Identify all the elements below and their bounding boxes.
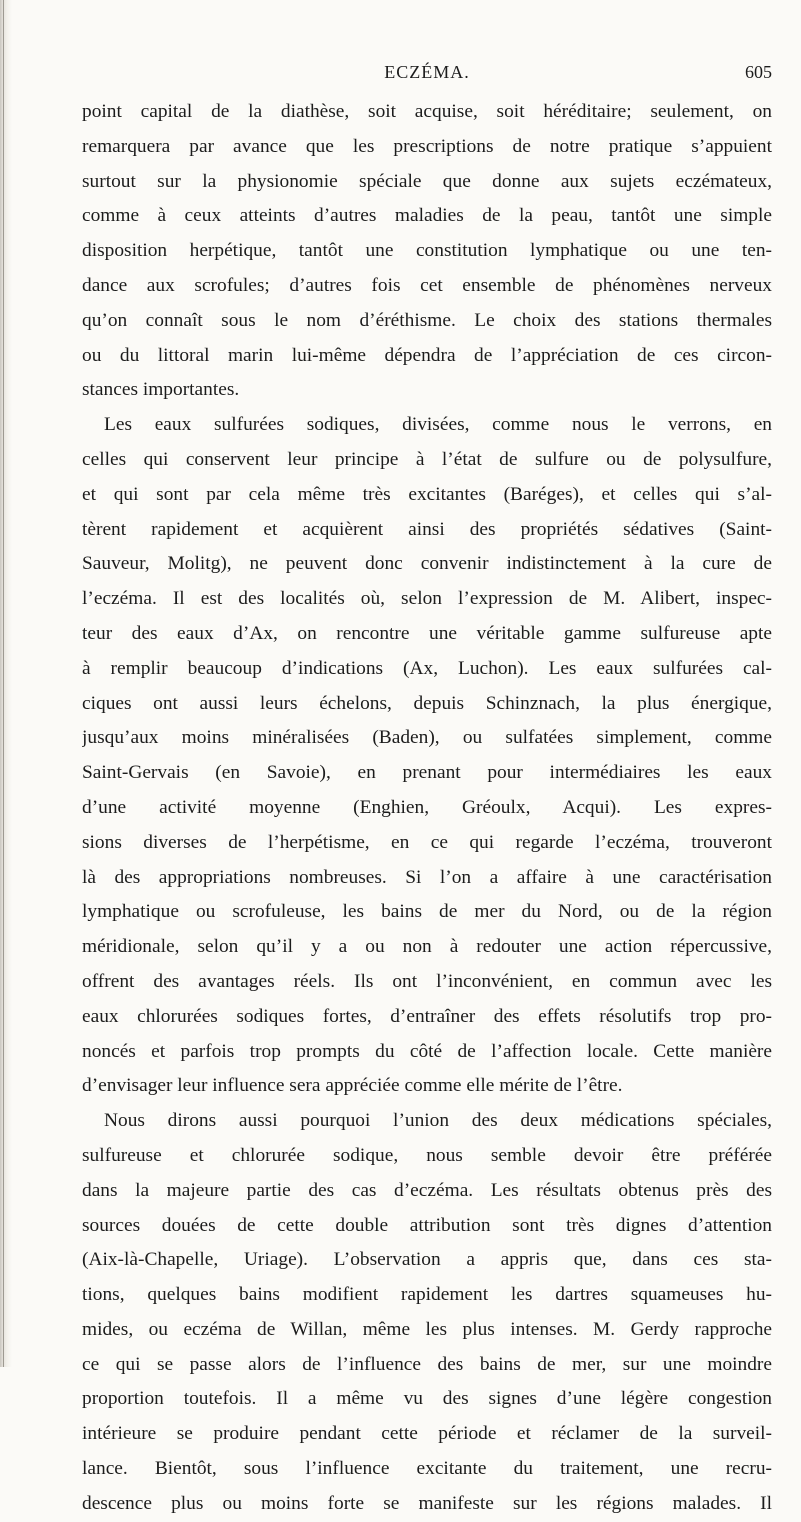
text-line: qu’on connaît sous le nom d’éréthisme. Le choix des stations thermales [82, 309, 772, 331]
text-line: méridionale, selon qu’il y a ou non à redouter une action répercussive, [82, 936, 772, 958]
text-line: tèrent rapidement et acquièrent ainsi des propriétés sédatives (Saint- [82, 518, 772, 540]
text-line: Sauveur, Molitg), ne peuvent donc convenir indistinctement à la cure de [82, 553, 772, 575]
text-line: dans la majeure partie des cas d’eczéma. Les résultats obtenus près des [82, 1179, 772, 1201]
text-line: jusqu’aux moins minéralisées (Baden), ou sulfatées simplement, comme [82, 727, 772, 749]
text-line: descence plus ou moins forte se manifeste sur les régions malades. Il [82, 1492, 772, 1514]
text-line: eaux chlorurées sodiques fortes, d’entraîner des effets résolutifs trop pro- [82, 1005, 772, 1027]
text-line: Nous dirons aussi pourquoi l’union des deux médications spéciales, [104, 1110, 772, 1132]
text-line: sources douées de cette double attribution sont très dignes d’attention [82, 1214, 772, 1236]
text-line: sulfureuse et chlorurée sodique, nous semble devoir être préférée [82, 1144, 772, 1166]
text-line: offrent des avantages réels. Ils ont l’inconvénient, en commun avec les [82, 970, 772, 992]
text-line: l’eczéma. Il est des localités où, selon l’expression de M. Alibert, inspec- [82, 588, 772, 610]
text-line: ou du littoral marin lui-même dépendra de l’appréciation de ces circon- [82, 344, 772, 366]
page-number: 605 [745, 62, 772, 82]
text-line: à remplir beaucoup d’indications (Ax, Luchon). Les eaux sulfurées cal- [82, 657, 772, 679]
page-binding-edge [0, 0, 12, 1367]
text-line: et qui sont par cela même très excitantes (Baréges), et celles qui s’al- [82, 483, 772, 505]
text-line: ce qui se passe alors de l’influence des bains de mer, sur une moindre [82, 1353, 772, 1375]
text-line: lance. Bientôt, sous l’influence excitante du traitement, une recru- [82, 1458, 772, 1480]
text-line: Les eaux sulfurées sodiques, divisées, comme nous le verrons, en [104, 414, 772, 436]
running-title: ECZÉMA. [384, 62, 470, 82]
page-binding-line [3, 0, 4, 1367]
text-line: Saint-Gervais (en Savoie), en prenant pour intermédiaires les eaux [82, 762, 772, 784]
text-line: sions diverses de l’herpétisme, en ce qui regarde l’eczéma, trouveront [82, 831, 772, 853]
text-line: là des appropriations nombreuses. Si l’on a affaire à une caractérisation [82, 866, 772, 888]
text-line: point capital de la diathèse, soit acquise, soit héréditaire; seulement, on [82, 101, 772, 122]
text-line: noncés et parfois trop prompts du côté de l’affection locale. Cette manière [82, 1040, 772, 1062]
text-line: remarquera par avance que les prescriptions de notre pratique s’appuient [82, 135, 772, 157]
text-line: mides, ou eczéma de Willan, même les plus intenses. M. Gerdy rapproche [82, 1318, 772, 1340]
page-header [82, 62, 772, 90]
text-line: comme à ceux atteints d’autres maladies de la peau, tantôt une simple [82, 205, 772, 227]
text-line: tions, quelques bains modifient rapidement les dartres squameuses hu- [82, 1284, 772, 1306]
text-line: celles qui conservent leur principe à l’état de sulfure ou de polysulfure, [82, 448, 772, 470]
text-line: intérieure se produire pendant cette période et réclamer de la surveil- [82, 1423, 772, 1445]
text-line: ciques ont aussi leurs échelons, depuis Schinznach, la plus énergique, [82, 692, 772, 714]
text-line: teur des eaux d’Ax, on rencontre une véritable gamme sulfureuse apte [82, 622, 772, 644]
text-line: (Aix-là-Chapelle, Uriage). L’observation a appris que, dans ces sta- [82, 1249, 772, 1271]
text-line: stances importantes. [82, 379, 240, 401]
text-line: dance aux scrofules; d’autres fois cet ensemble de phénomènes nerveux [82, 274, 772, 296]
text-line: disposition herpétique, tantôt une constitution lymphatique ou une ten- [82, 240, 772, 262]
text-line: surtout sur la physionomie spéciale que donne aux sujets eczémateux, [82, 170, 772, 192]
text-line: d’une activité moyenne (Enghien, Gréoulx, Acqui). Les expres- [82, 796, 772, 818]
body-text [82, 95, 772, 1522]
text-line: lymphatique ou scrofuleuse, les bains de mer du Nord, ou de la région [82, 901, 772, 923]
text-line: proportion toutefois. Il a même vu des signes d’une légère congestion [82, 1388, 772, 1410]
text-line: d’envisager leur influence sera appréciée comme elle mérite de l’être. [82, 1075, 623, 1097]
